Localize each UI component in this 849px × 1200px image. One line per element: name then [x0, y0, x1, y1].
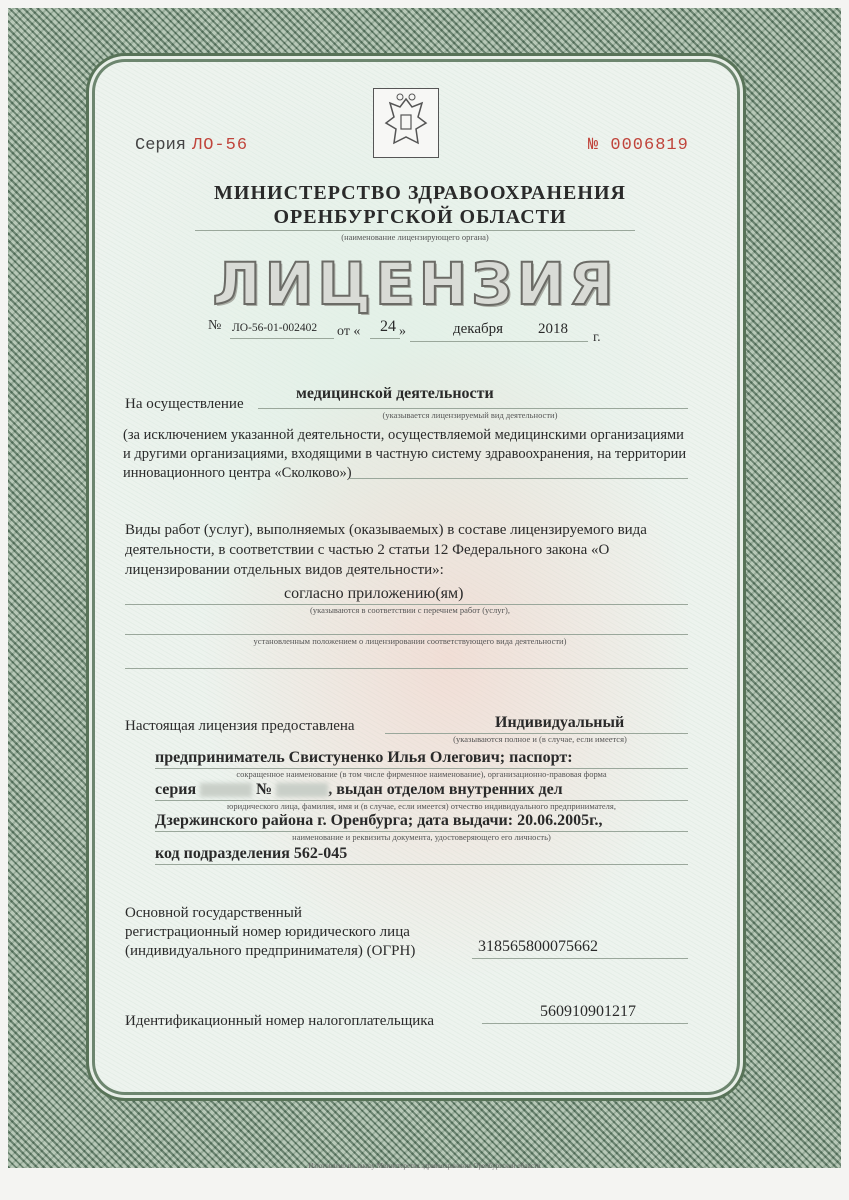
works-caption1: (указываются в соответствии с перечнем работ (услуг), [310, 605, 510, 615]
redacted-number [276, 783, 328, 797]
redacted-series [200, 783, 252, 797]
works-caption2: установленным положением о лицензировании соответствующего вида деятельности) [253, 636, 567, 646]
footer-note: Изготовлено по заказу Министерства здравоохранения Оренбургской области [308, 1162, 541, 1170]
activity-caption: (указывается лицензируемый вид деятельности) [382, 410, 558, 420]
license-number: ЛО-56-01-002402 [232, 322, 318, 334]
divider [195, 230, 635, 231]
license-day: 24 [380, 318, 396, 335]
number-value: 0006819 [610, 136, 689, 155]
ministry-line2: ОРЕНБУРГСКОЙ ОБЛАСТИ [273, 206, 567, 228]
passport-series-label: серия [155, 781, 197, 798]
holder-line0: Индивидуальный [495, 714, 625, 731]
holder-caption2: сокращенное наименование (в том числе фирменное наименование), организационно-правовая форма [236, 769, 607, 779]
series-value: ЛО-56 [192, 136, 249, 155]
license-month: декабря [453, 321, 504, 337]
series-label: Серия [135, 136, 187, 155]
ogrn-label1: Основной государственный [125, 905, 302, 921]
series-field [135, 136, 248, 155]
divider [125, 668, 688, 669]
passport-issuer: , выдан отделом внутренних дел [328, 781, 563, 798]
divider [350, 478, 688, 479]
coat-of-arms-icon [373, 88, 439, 158]
year-suffix: г. [593, 330, 601, 345]
holder-line2 [155, 781, 563, 799]
holder-caption1: (указываются полное и (в случае, если имеется) [453, 734, 627, 744]
ogrn-label2: регистрационный номер юридического лица [125, 924, 410, 940]
document-title: ЛИЦЕНЗИЯ [212, 250, 618, 318]
close-quote: » [399, 324, 406, 339]
ogrn-label3: (индивидуального предпринимателя) (ОГРН) [125, 943, 416, 959]
form-number [588, 136, 689, 155]
divider [370, 338, 400, 339]
divider [472, 958, 688, 959]
passport-number-label: № [256, 781, 273, 798]
ministry-line1: МИНИСТЕРСТВО ЗДРАВООХРАНЕНИЯ [214, 182, 626, 204]
divider [155, 864, 688, 865]
holder-line4: код подразделения 562-045 [155, 845, 348, 862]
activity-label: На осуществление [125, 396, 244, 412]
license-no-label: № [208, 318, 222, 333]
holder-caption3: юридического лица, фамилия, имя и (в случае, если имеется) отчество индивидуального предпринимателя, [227, 801, 616, 811]
holder-caption4: наименование и реквизиты документа, удостоверяющего его личность) [292, 832, 551, 842]
works-text: Виды работ (услуг), выполняемых (оказываемых) в составе лицензируемого вида деятельности, в соответствии с частью 2 статьи 12 Федерального закона «О лицензировании отдельных видов деятельности»: [125, 522, 647, 578]
number-label: № [588, 136, 600, 155]
divider [482, 1023, 688, 1024]
divider [410, 341, 588, 342]
from-label: от « [337, 324, 361, 339]
inn-label: Идентификационный номер налогоплательщика [125, 1013, 435, 1029]
divider [258, 408, 688, 409]
holder-label: Настоящая лицензия предоставлена [125, 718, 355, 734]
inn-value: 560910901217 [540, 1003, 636, 1020]
ogrn-value: 318565800075662 [478, 938, 598, 955]
divider [230, 338, 334, 339]
holder-line3: Дзержинского района г. Оренбурга; дата выдачи: 20.06.2005г., [155, 812, 603, 829]
activity-value: медицинской деятельности [296, 385, 494, 402]
divider [125, 634, 688, 635]
organ-caption: (наименование лицензирующего органа) [341, 232, 489, 242]
works-value: согласно приложению(ям) [284, 585, 464, 602]
activity-note: (за исключением указанной деятельности, осуществляемой медицинскими организациями и другими организациями, входящими в частную систему здравоохранения, на территории инновационного центра «Сколково») [123, 427, 687, 481]
license-number-row [208, 318, 221, 334]
holder-line1: предприниматель Свистуненко Илья Олегович; паспорт: [155, 749, 573, 766]
license-year: 2018 [538, 321, 568, 337]
